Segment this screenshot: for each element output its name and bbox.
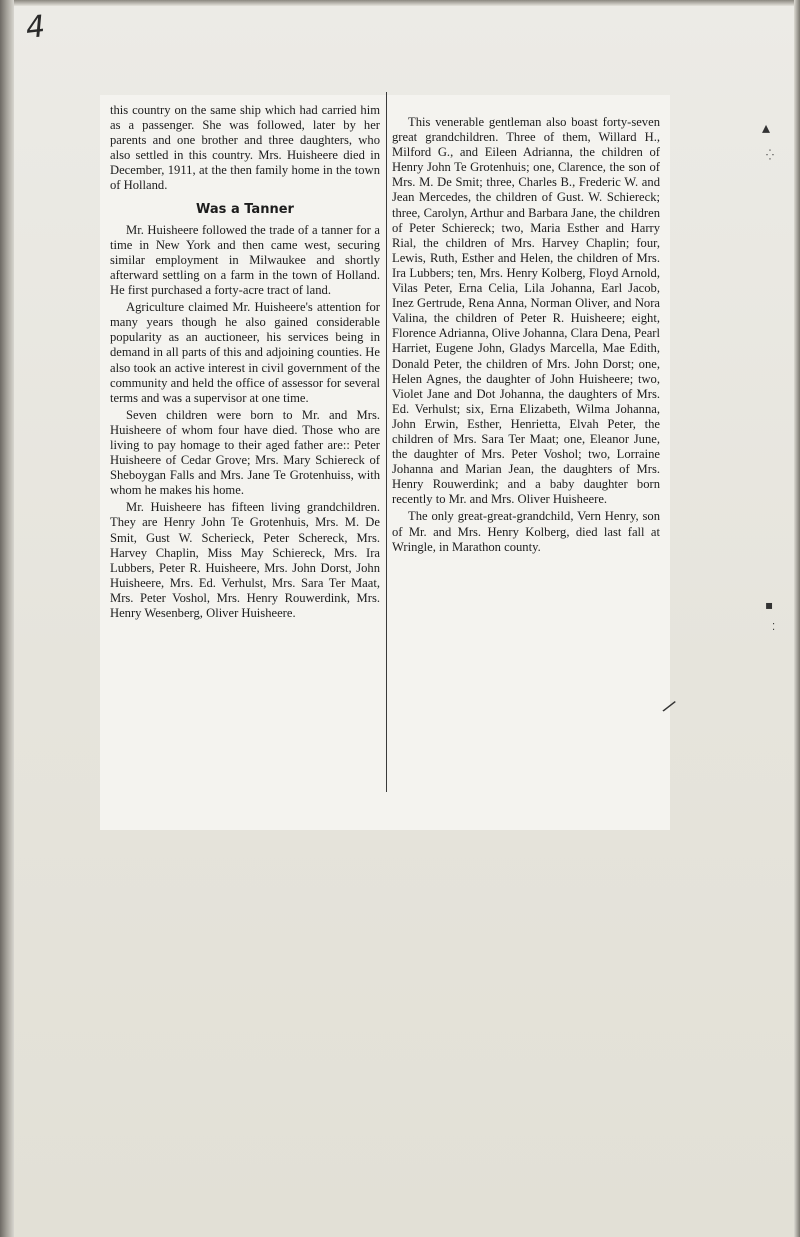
left-paragraph-1: this country on the same ship which had carried him as a passenger. She was followed, later by her parents and one brother and three daughters, who also settled in this country. Mrs. Huisheere died in December, 1911, at the then family home in the town of Holland. [110, 103, 380, 193]
left-paragraph-3: Agriculture claimed Mr. Huisheere's attention for many years though he also gained considerable popularity as an auctioneer, his services being in demand in all parts of this and adjoining counties. He also took an active interest in civil government of the community and held the office of assessor for several terms and was a supervisor at one time. [110, 300, 380, 405]
right-paragraph-1: This venerable gentleman also boast forty-seven great grandchildren. Three of them, Willard H., Milford G., and Eileen Adrianna, the children of Henry John Te Grotenhuis; one, Clarence, the son of Mrs. M. De Smit; three, Charles B., Frederic W. and Jean Mercedes, the children of Gust. W. Schiereck; three, Carolyn, Arthur and Barbara Jane, the children of Peter Schiereck; two, Maria Esther and Harry Rial, the children of Mrs. Harvey Chaplin; four, Lewis, Ruth, Esther and Helen, the children of Mrs. Ira Lubbers; ten, Mrs. Henry Kolberg, Floyd Arnold, Vilas Peter, Erna Celia, Lila Johanna, Earl Jacob, Inez Gertrude, Rena Anna, Norman Oliver, and Nora Valina, the children of Peter R. Huisheere; eight, Florence Adrianna, Olive Johanna, Clara Dena, Pearl Harriet, Eugene John, Gladys Marcella, Mae Edith, Donald Peter, the children of Mrs. John Dorst; one, Helen Agnes, the daughter of John Huisheere; two, Violet Jane and Dot Johanna, the daughters of Mrs. Ed. Verhulst; six, Erna Elizabeth, Wilma Johanna, John Erwin, Esther, Henrietta, Elvah Peter, the children of Mrs. Sara Ter Maat; one, Eleanor June, the daughter of Mrs. Peter Voshol; two, Lorraine Johanna and Marian Jean, the daughters of Mrs. Henry Rouwerdink; and a baby daughter born recently to Mr. and Mrs. Oliver Huisheere. [392, 115, 660, 507]
page-right-edge [794, 0, 800, 1237]
page-left-edge [0, 0, 14, 1237]
pencil-mark-icon: / [660, 696, 678, 717]
right-column [392, 115, 660, 557]
right-paragraph-2: The only great-great-grandchild, Vern Henry, son of Mr. and Mrs. Henry Kolberg, died last fall at Wringle, in Marathon county. [392, 509, 660, 554]
page-number: 4 [24, 9, 47, 46]
column-divider [386, 92, 387, 792]
section-heading: Was a Tanner [196, 201, 294, 217]
margin-speck-icon: ⁚ [772, 622, 776, 633]
left-column [110, 103, 380, 623]
margin-speck-icon: ⁛ [766, 150, 774, 161]
margin-speck-icon: ▴ [762, 118, 771, 137]
left-paragraph-4: Seven children were born to Mr. and Mrs. Huisheere of whom four have died. Those who are living to pay homage to their aged father are:: Peter Huisheere of Cedar Grove; Mrs. Mary Schiereck of Sheboygan Falls and Mrs. Jane Te Grotenhuiss, with whom he makes his home. [110, 407, 380, 498]
left-paragraph-2: Mr. Huisheere followed the trade of a tanner for a time in New York and then came west, securing similar employment in Milwaukee and shortly afterward settling on a farm in the town of Holland. He first purchased a forty-acre tract of land. [110, 222, 380, 298]
left-paragraph-5: Mr. Huisheere has fifteen living grandchildren. They are Henry John Te Grotenhuis, Mrs. M. De Smit, Gust W. Scherieck, Peter Schereck, Mrs. Harvey Chaplin, Miss May Schiereck, Mrs. Ira Lubbers, Peter R. Huisheere, Mrs. John Dorst, John Huisheere, Mrs. Ed. Verhulst, Mrs. Sara Ter Maat, Mrs. Peter Voshol, Mrs. Henry Rouwerdink, Mrs. Henry Wesenberg, Oliver Huisheere. [110, 500, 380, 620]
margin-speck-icon: ▪ [765, 598, 774, 612]
page-top-edge [0, 0, 800, 6]
